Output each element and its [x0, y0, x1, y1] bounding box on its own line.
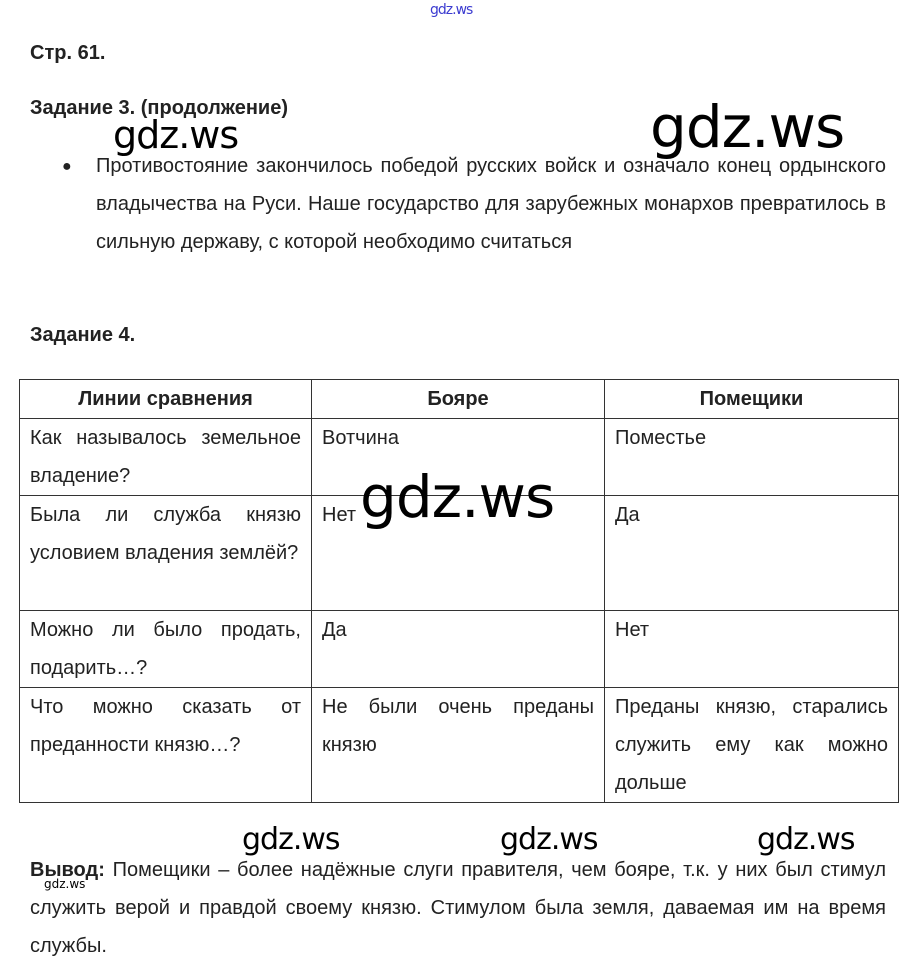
watermark: gdz.ws [650, 93, 845, 161]
watermark: gdz.ws [430, 2, 473, 18]
table-cell: Да [312, 611, 605, 688]
table-cell: Что можно сказать от преданности князю…? [20, 688, 312, 803]
watermark: gdz.ws [757, 822, 855, 857]
task3-bullet-text: Противостояние закончилось победой русских войск и означало конец ордынского владычества на Руси. Наше государство для зарубежных монархов превратилось в сильную державу, с которой необходимо считаться [96, 155, 886, 253]
table-cell: Нет [605, 611, 899, 688]
table-row [20, 688, 899, 803]
task3-title: Задание 3. (продолжение) [30, 97, 288, 119]
table-cell: Вотчина [312, 419, 605, 496]
table-cell: Можно ли было продать, подарить…? [20, 611, 312, 688]
table-cell: Не были очень преданы князю [312, 688, 605, 803]
table-cell: Преданы князю, старались служить ему как можно дольше [605, 688, 899, 803]
watermark: gdz.ws [242, 822, 340, 857]
conclusion [30, 851, 886, 965]
table-row [20, 611, 899, 688]
table-cell: Поместье [605, 419, 899, 496]
watermark: gdz.ws [113, 113, 239, 157]
column-header: Линии сравнения [20, 380, 312, 419]
table-cell: Нет [312, 496, 605, 611]
bullet-icon: ● [62, 158, 72, 175]
watermark: gdz.ws [44, 877, 86, 891]
conclusion-label: Вывод: [30, 859, 105, 881]
conclusion-text: Помещики – более надёжные слуги правителя, чем бояре, т.к. у них был стимул служить верой и правдой своему князю. Стимулом была земля, даваемая им на время службы. [30, 859, 886, 957]
table-cell: Была ли служба князю условием владения землёй? [20, 496, 312, 611]
table-cell: Как называлось земельное владение? [20, 419, 312, 496]
table-header-row [20, 380, 899, 419]
task4-title: Задание 4. [30, 324, 136, 346]
column-header: Помещики [605, 380, 899, 419]
watermark: gdz.ws [360, 463, 555, 531]
watermark: gdz.ws [500, 822, 598, 857]
table-cell: Да [605, 496, 899, 611]
comparison-table [19, 379, 899, 803]
column-header: Бояре [312, 380, 605, 419]
page-reference: Стр. 61. [30, 42, 106, 64]
